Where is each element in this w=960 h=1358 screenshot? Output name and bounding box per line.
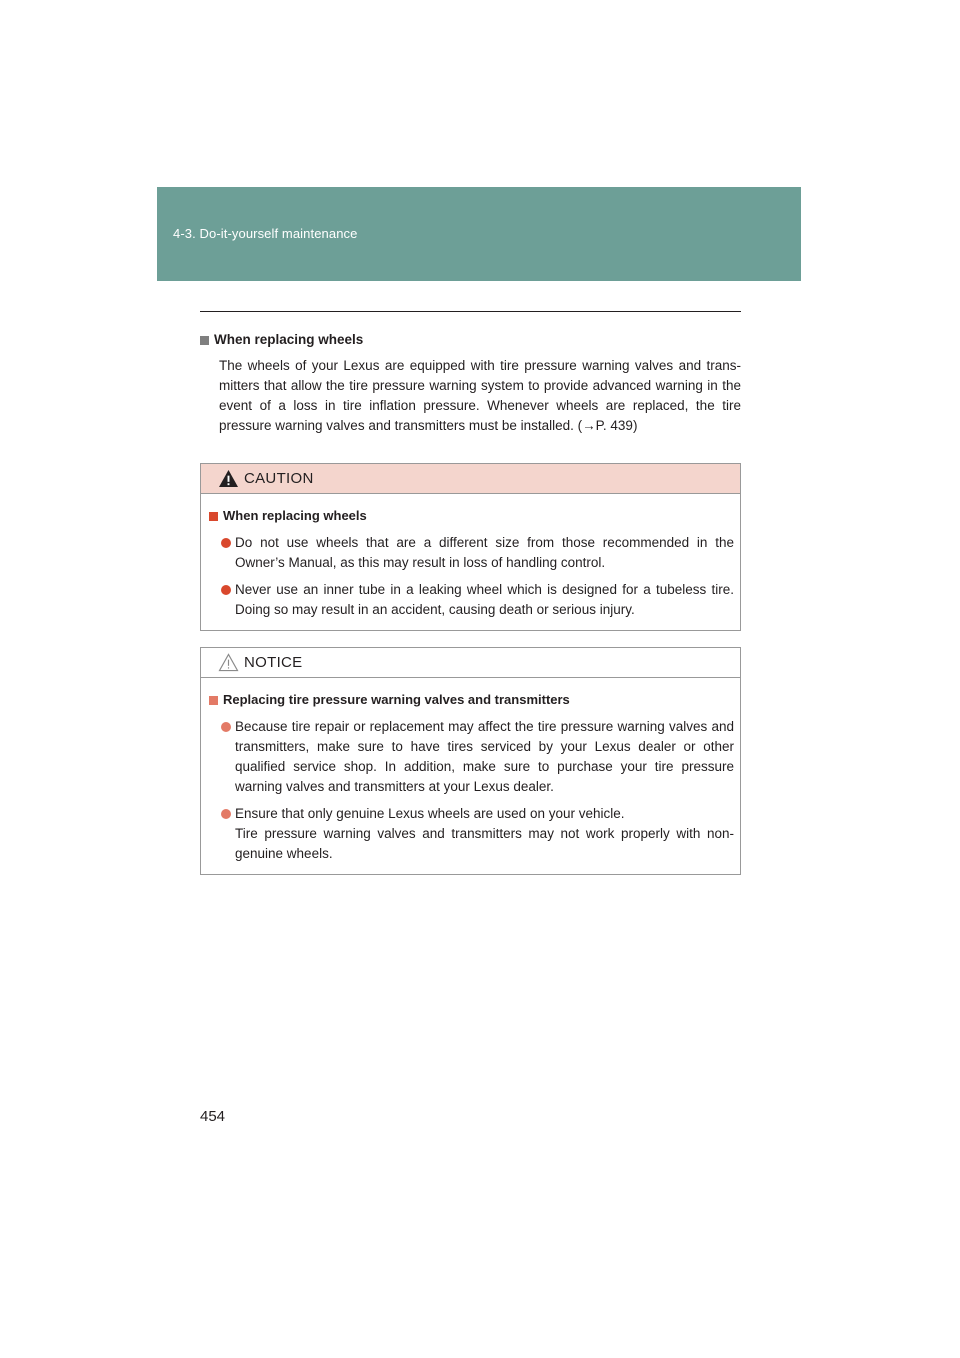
circle-bullet-icon (221, 722, 231, 732)
notice-item-line: Ensure that only genuine Lexus wheels are used on your vehicle. (235, 806, 625, 821)
notice-item-line: Tire pressure warning valves and transmitters may not work properly with non-genuine wheels. (235, 826, 734, 861)
caution-box (200, 463, 741, 631)
divider (200, 311, 741, 312)
caution-subheading-text: When replacing wheels (223, 508, 367, 523)
circle-bullet-icon (221, 809, 231, 819)
circle-bullet-icon (221, 538, 231, 548)
square-bullet-icon (209, 512, 218, 521)
caution-item-text: Never use an inner tube in a leaking wheel which is designed for a tubeless tire. Doing so may result in an accident, causing death or serious injury. (235, 582, 734, 617)
intro-heading (200, 330, 741, 350)
section-title: 4-3. Do-it-yourself maintenance (173, 226, 358, 241)
intro-body: The wheels of your Lexus are equipped with tire pressure warning valves and trans-mitters that allow the tire pressure warning system to provide advanced warning in the event of a loss in tire inflation pressure. Whenever wheels are replaced, the tire pressure warning valves and transmitters must be installed. (→P. 439) (219, 358, 741, 433)
notice-title: NOTICE (244, 654, 303, 671)
notice-item (209, 804, 734, 864)
caution-item (209, 533, 734, 573)
notice-item-text: Because tire repair or replacement may affect the tire pressure warning valves and transmitters, make sure to have tires serviced by your Lexus dealer or other qualified service shop. In addition, make sure to purchase your tire pressure warning valves and transmitters at your Lexus dealer. (235, 719, 734, 794)
notice-box (200, 647, 741, 875)
caution-item-text: Do not use wheels that are a different size from those recommended in the Owner’s Manual, as this may result in loss of handling control. (235, 535, 734, 570)
caution-header (201, 464, 740, 494)
notice-subheading (209, 690, 734, 710)
intro-heading-text: When replacing wheels (214, 332, 364, 347)
square-bullet-icon (200, 336, 209, 345)
warning-triangle-outline-icon (218, 653, 239, 672)
intro-section (200, 330, 741, 436)
notice-header (201, 648, 740, 678)
notice-item (209, 717, 734, 797)
caution-subheading (209, 506, 734, 526)
notice-body (201, 678, 740, 874)
caution-title: CAUTION (244, 470, 314, 487)
caution-item (209, 580, 734, 620)
page-number: 454 (200, 1108, 226, 1125)
notice-item-text (235, 804, 734, 864)
warning-triangle-icon (218, 469, 239, 488)
square-bullet-icon (209, 696, 218, 705)
circle-bullet-icon (221, 585, 231, 595)
caution-body (201, 494, 740, 630)
notice-subheading-text: Replacing tire pressure warning valves and transmitters (223, 692, 570, 707)
